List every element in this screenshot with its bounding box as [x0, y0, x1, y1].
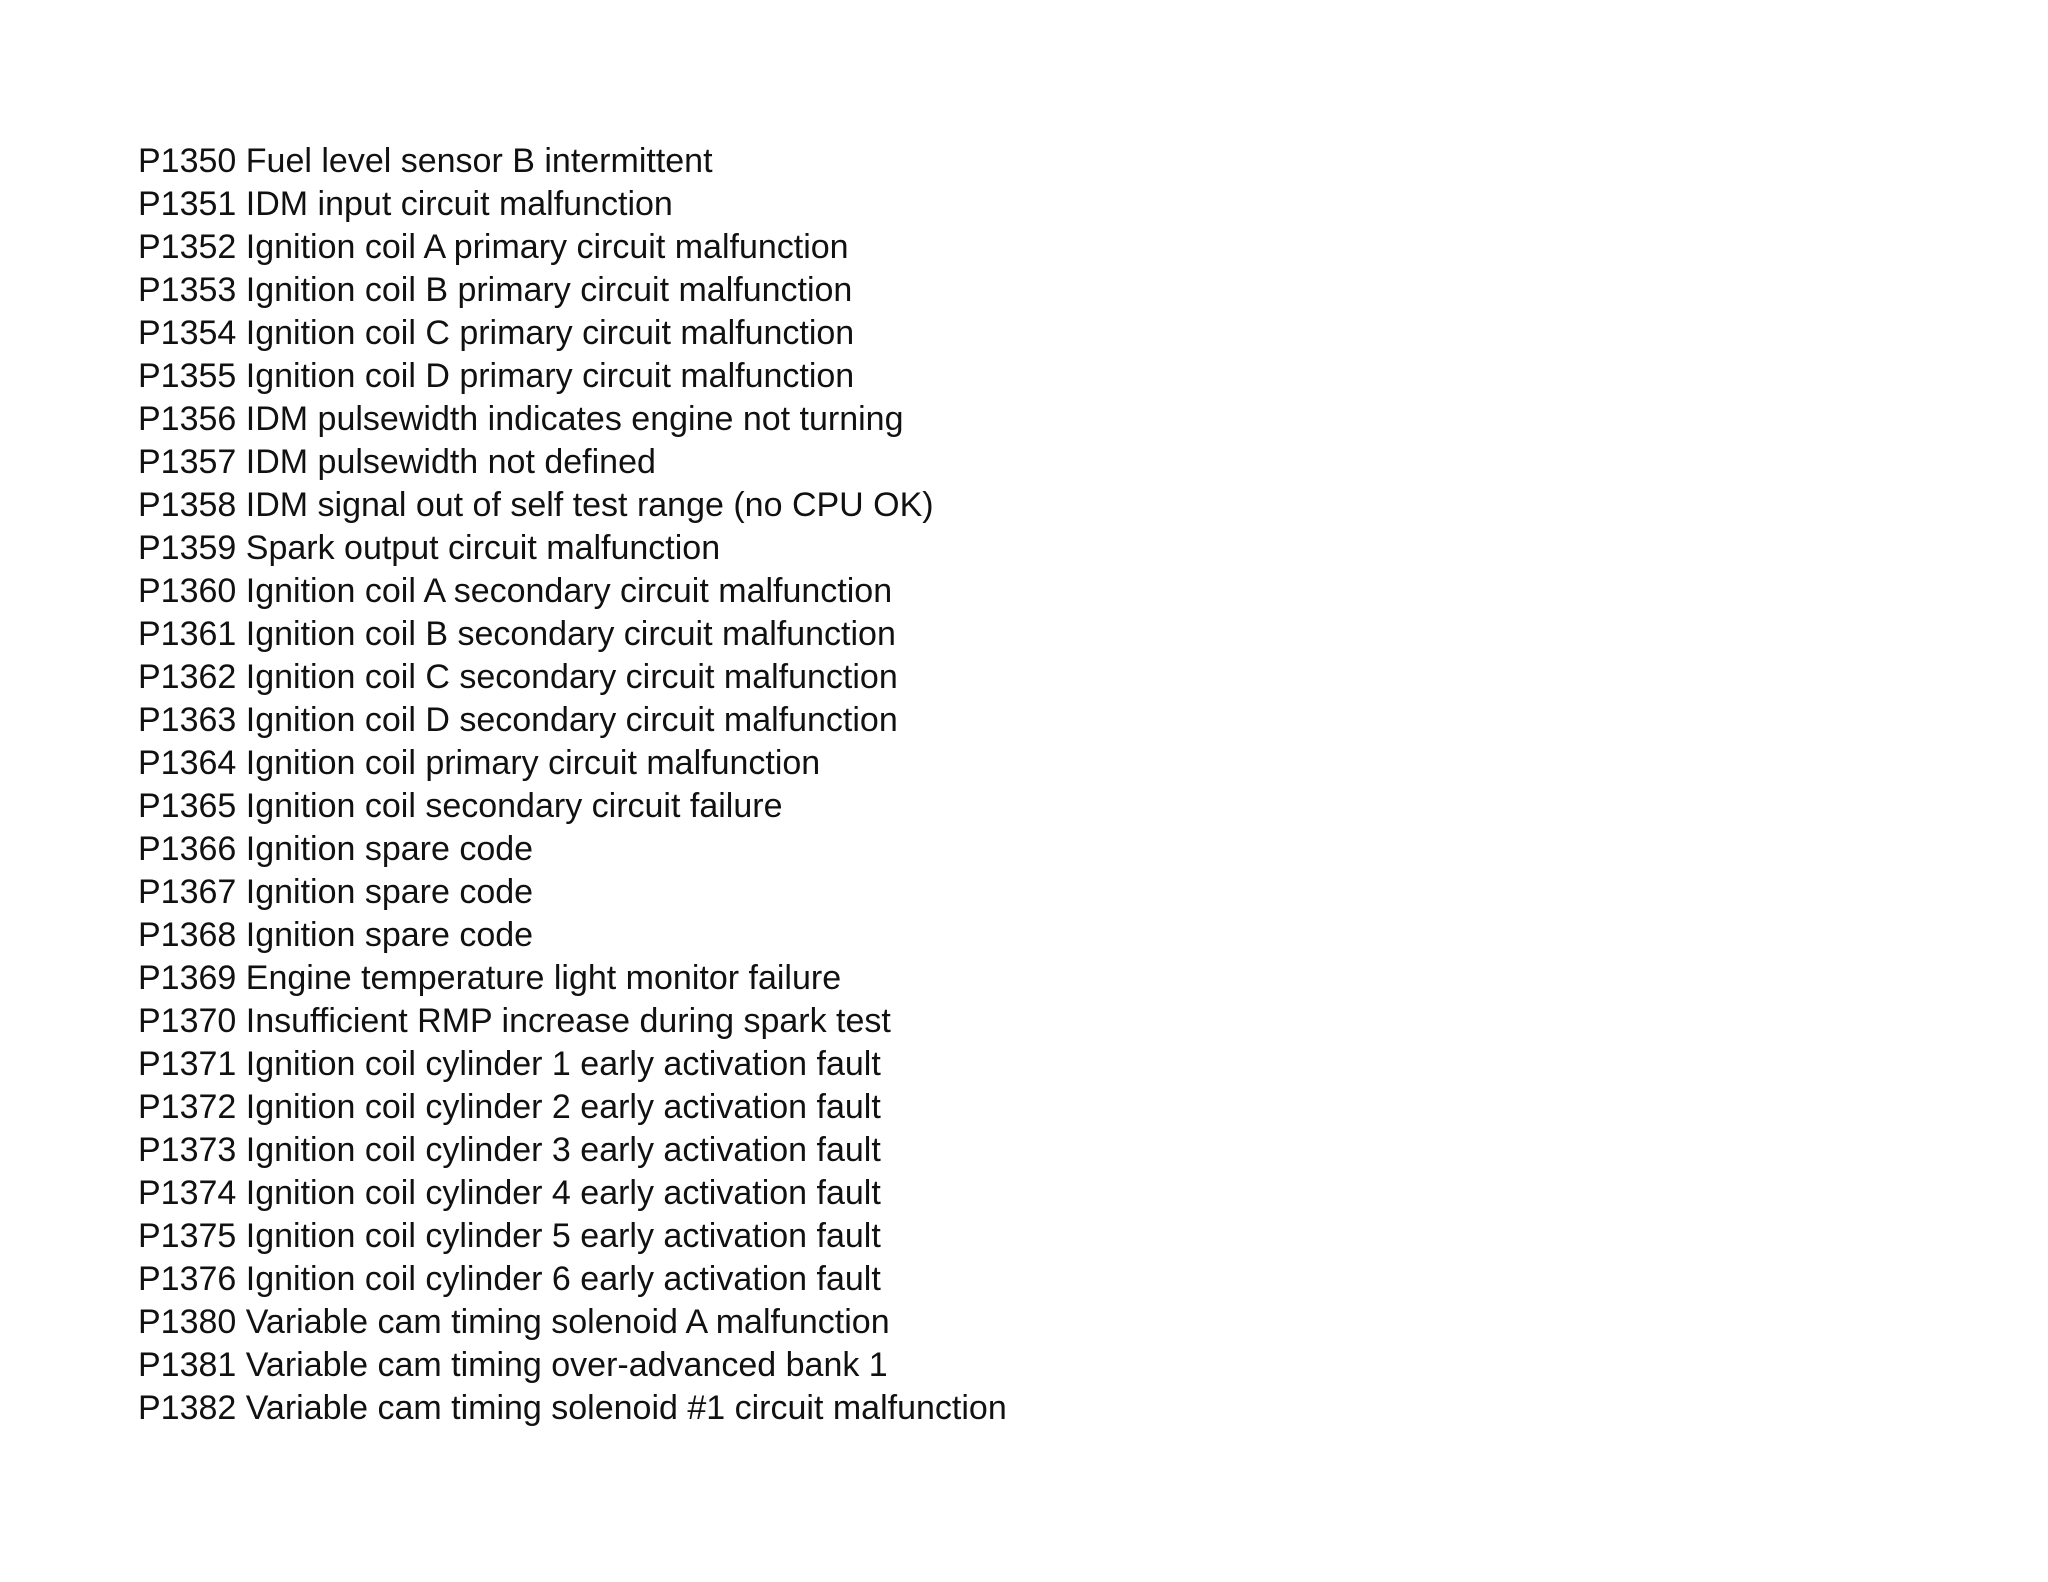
- code-description: Ignition coil D secondary circuit malfunction: [245, 701, 898, 739]
- code-description: Ignition coil C primary circuit malfunction: [245, 314, 855, 352]
- list-item: [138, 183, 1007, 226]
- list-item: [138, 355, 1007, 398]
- trouble-code: P1369: [138, 959, 237, 997]
- list-item: [138, 269, 1007, 312]
- list-item: [138, 613, 1007, 656]
- trouble-code: P1375: [138, 1217, 237, 1255]
- list-item: [138, 441, 1007, 484]
- trouble-code: P1355: [138, 357, 237, 395]
- trouble-code: P1374: [138, 1174, 237, 1212]
- trouble-code: P1353: [138, 271, 237, 309]
- list-item: [138, 1301, 1007, 1344]
- code-description: Variable cam timing over-advanced bank 1: [245, 1346, 888, 1384]
- code-description: Ignition coil cylinder 1 early activation fault: [245, 1045, 881, 1083]
- trouble-code: P1350: [138, 142, 237, 180]
- trouble-code: P1357: [138, 443, 237, 481]
- trouble-code: P1366: [138, 830, 237, 868]
- list-item: [138, 699, 1007, 742]
- trouble-code: P1351: [138, 185, 237, 223]
- list-item: [138, 871, 1007, 914]
- code-description: Spark output circuit malfunction: [245, 529, 721, 567]
- code-description: Ignition coil A secondary circuit malfunction: [245, 572, 893, 610]
- code-description: Variable cam timing solenoid A malfunction: [245, 1303, 890, 1341]
- code-description: Ignition coil secondary circuit failure: [245, 787, 783, 825]
- trouble-code: P1380: [138, 1303, 237, 1341]
- code-description: Ignition coil cylinder 4 early activation fault: [245, 1174, 881, 1212]
- list-item: [138, 1172, 1007, 1215]
- trouble-code: P1361: [138, 615, 237, 653]
- list-item: [138, 1215, 1007, 1258]
- trouble-code: P1372: [138, 1088, 237, 1126]
- list-item: [138, 140, 1007, 183]
- code-description: Ignition coil A primary circuit malfunction: [245, 228, 849, 266]
- list-item: [138, 1344, 1007, 1387]
- list-item: [138, 1258, 1007, 1301]
- code-description: Ignition coil B primary circuit malfunction: [245, 271, 853, 309]
- trouble-code: P1356: [138, 400, 237, 438]
- code-description: Fuel level sensor B intermittent: [245, 142, 713, 180]
- trouble-code: P1359: [138, 529, 237, 567]
- list-item: [138, 828, 1007, 871]
- trouble-code: P1381: [138, 1346, 237, 1384]
- list-item: [138, 1387, 1007, 1430]
- trouble-code-list: [138, 140, 1007, 1430]
- list-item: [138, 785, 1007, 828]
- list-item: [138, 1043, 1007, 1086]
- trouble-code: P1352: [138, 228, 237, 266]
- trouble-code: P1382: [138, 1389, 237, 1427]
- trouble-code: P1354: [138, 314, 237, 352]
- code-description: Ignition coil primary circuit malfunction: [245, 744, 821, 782]
- list-item: [138, 742, 1007, 785]
- code-description: Ignition coil C secondary circuit malfunction: [245, 658, 898, 696]
- code-description: Ignition coil D primary circuit malfunction: [245, 357, 855, 395]
- code-description: Ignition spare code: [245, 830, 534, 868]
- trouble-code: P1364: [138, 744, 237, 782]
- trouble-code: P1370: [138, 1002, 237, 1040]
- trouble-code: P1358: [138, 486, 237, 524]
- list-item: [138, 312, 1007, 355]
- code-description: IDM pulsewidth not defined: [245, 443, 656, 481]
- trouble-code: P1365: [138, 787, 237, 825]
- code-description: Engine temperature light monitor failure: [245, 959, 842, 997]
- code-description: Ignition coil cylinder 3 early activation fault: [245, 1131, 881, 1169]
- list-item: [138, 957, 1007, 1000]
- list-item: [138, 1086, 1007, 1129]
- trouble-code: P1360: [138, 572, 237, 610]
- trouble-code: P1363: [138, 701, 237, 739]
- code-description: Variable cam timing solenoid #1 circuit malfunction: [245, 1389, 1007, 1427]
- list-item: [138, 484, 1007, 527]
- trouble-code: P1376: [138, 1260, 237, 1298]
- code-description: Insufficient RMP increase during spark test: [245, 1002, 891, 1040]
- list-item: [138, 914, 1007, 957]
- code-description: Ignition coil cylinder 6 early activation fault: [245, 1260, 881, 1298]
- trouble-code: P1362: [138, 658, 237, 696]
- code-description: Ignition spare code: [245, 873, 534, 911]
- trouble-code: P1368: [138, 916, 237, 954]
- code-description: Ignition coil cylinder 2 early activation fault: [245, 1088, 881, 1126]
- trouble-code: P1371: [138, 1045, 237, 1083]
- trouble-code: P1367: [138, 873, 237, 911]
- list-item: [138, 656, 1007, 699]
- trouble-code: P1373: [138, 1131, 237, 1169]
- list-item: [138, 570, 1007, 613]
- code-description: Ignition spare code: [245, 916, 534, 954]
- code-description: Ignition coil cylinder 5 early activation fault: [245, 1217, 881, 1255]
- list-item: [138, 1000, 1007, 1043]
- code-description: IDM pulsewidth indicates engine not turning: [245, 400, 904, 438]
- list-item: [138, 1129, 1007, 1172]
- list-item: [138, 527, 1007, 570]
- list-item: [138, 398, 1007, 441]
- code-description: IDM input circuit malfunction: [245, 185, 673, 223]
- code-description: Ignition coil B secondary circuit malfunction: [245, 615, 896, 653]
- code-description: IDM signal out of self test range (no CPU OK): [245, 486, 934, 524]
- list-item: [138, 226, 1007, 269]
